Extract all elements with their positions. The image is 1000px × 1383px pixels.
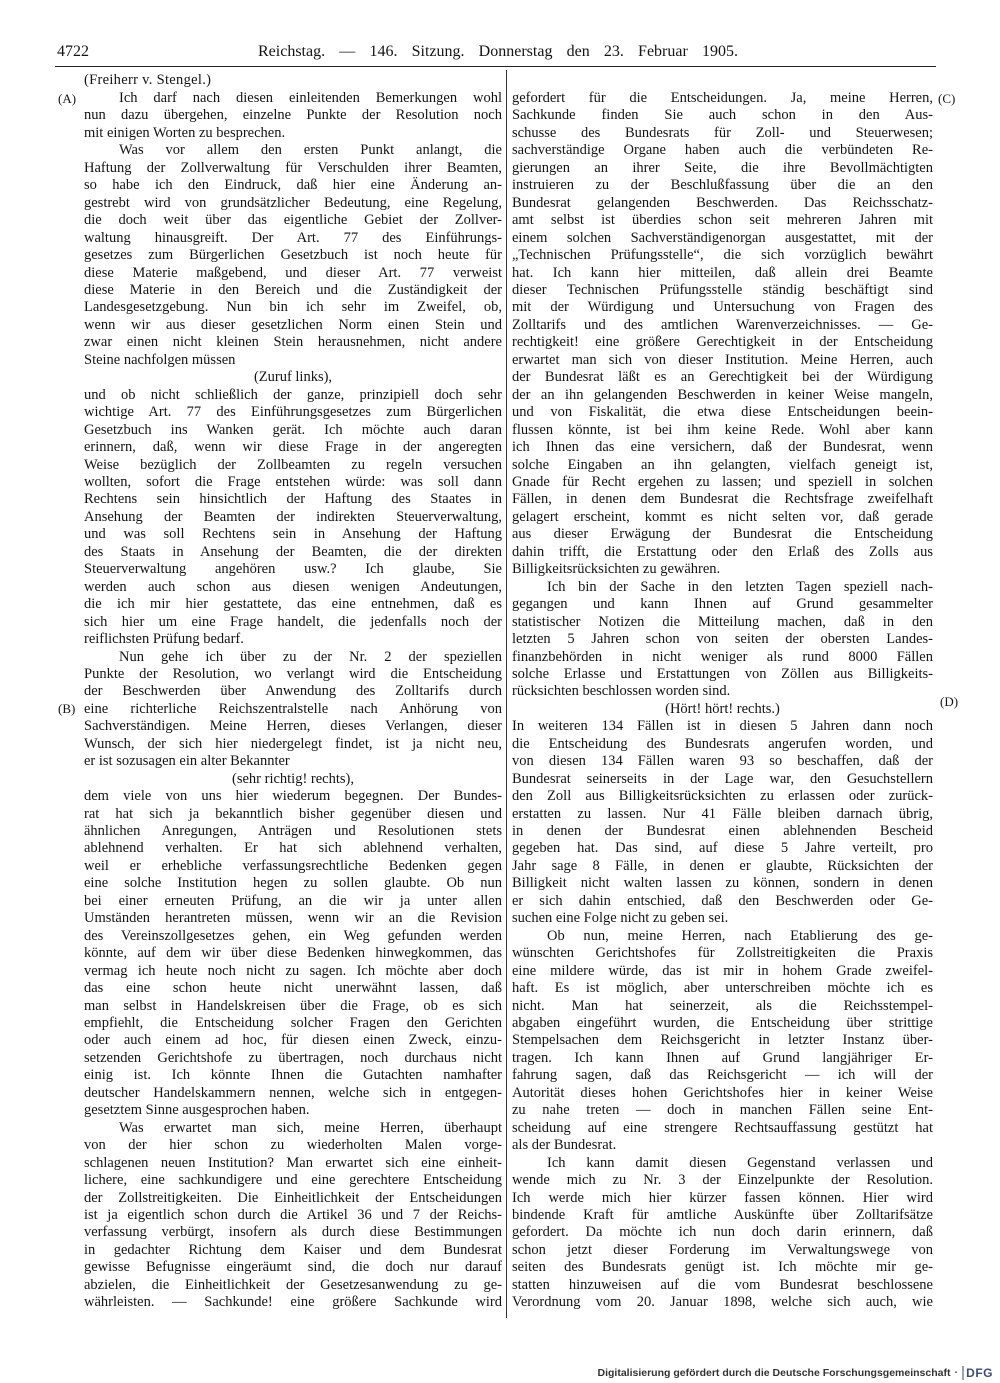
text-line: mit der Würdigung und Untersuchung von Fragen des [512, 299, 933, 316]
text-line: schusse des Bundesrats für Zoll- und Steuerwesen; [512, 124, 933, 141]
text-line: des Vereinszollgesetzes gehen, ein Weg gefunden werden [84, 927, 502, 944]
text-line: die doch weit über das eigentliche Gebiet der Zollver- [84, 212, 502, 229]
text-line: Umständen herantreten müssen, wenn wir an die Revision [84, 910, 502, 927]
text-line: Ansehung der Beamten der indirekten Steuerverwaltung, [84, 508, 502, 525]
text-line: und von Fiskalität, die etwa diese Entscheidungen beein- [512, 404, 933, 421]
text-line: statten hinzuweisen auf die vom Bundesrat beschlossene [512, 1276, 933, 1293]
text-line: hat. Ich kann hier mitteilen, daß allein drei Beamte [512, 264, 933, 281]
text-line: Sachkunde finden Sie auch schon in den Aus- [512, 107, 933, 124]
text-line: oder auch einem ad hoc, für diesen einen Zweck, einzu- [84, 1032, 502, 1049]
text-line: empfiehlt, die Entscheidung solcher Fragen den Gerichten [84, 1015, 502, 1032]
text-line: gefordert für die Entscheidungen. Ja, meine Herren, [512, 90, 933, 106]
left-column [84, 70, 502, 1312]
text-line: Billigkeit nicht walten lassen zu können, sondern in denen [512, 875, 933, 892]
text-line: rat hat sich ja bekanntlich bisher gegenüber diesen und [84, 805, 502, 822]
footer-separator: · [954, 1367, 959, 1379]
footer [598, 1364, 996, 1382]
text-line: und ob nicht schließlich der ganze, prinzipiell doch sehr [84, 386, 502, 403]
paragraph-continuation [512, 90, 933, 579]
text-line: einem solchen Sachverständigenorgan ausgestattet, mit der [512, 229, 933, 246]
text-line: Autorität dieses hohen Gerichtshofes hier in keiner Weise [512, 1084, 933, 1101]
text-line: diese Materie maßgebend, und dieser Art. 77 verweist [84, 264, 502, 281]
text-line: Bundesrat seinerseits in der Lage war, den Gesuchstellern [512, 770, 933, 787]
margin-marker-a: (A) [58, 91, 77, 106]
interjection: (Hört! hört! rechts.) [665, 700, 780, 717]
text-line: Billigkeitsrücksichten zu gewähren. [512, 561, 721, 578]
header-rule [55, 66, 936, 67]
text-line: bei einer erneuten Prüfung, an die wir ja unter allen [84, 892, 502, 909]
text-line: werden auch schon aus diesen wenigen Andeutungen, [84, 578, 502, 595]
text-line: eine richterliche Reichszentralstelle nach Anhörung von [84, 700, 502, 717]
text-line: bindende Kraft für amtliche Auskünfte über Zolltarifsätze [512, 1207, 933, 1223]
text-line: als der Bundesrat. [512, 1137, 617, 1154]
text-line: schlagenen neuen Institution? Man erwartet sich eine einheit- [84, 1154, 502, 1171]
right-column [512, 90, 933, 1312]
text-line: erinnern, daß, wenn wir diese Frage in der angeregten [84, 439, 502, 456]
text-line: der Bundesrat läßt es an Gerechtigkeit bei der Würdigung [512, 369, 933, 386]
text-line: rechtigkeit! eine größere Gerechtigkeit in der Entscheidung [512, 334, 933, 351]
text-line: zu nahe treten — doch in manchen Fällen seine Ent- [512, 1102, 933, 1119]
text-line: suchen eine Folge nicht zu geben sei. [512, 910, 729, 927]
text-line: scheidung auf eine strengere Rechtsauffassung gestützt hat [512, 1119, 933, 1136]
text-line: das eine schon heute nicht unerwähnt lassen, daß [84, 980, 502, 997]
text-line: vermag ich heute noch nicht zu sagen. Ich möchte aber doch [84, 962, 502, 979]
dfg-logo-icon: DFG [962, 1366, 995, 1380]
text-line: Ich darf nach diesen einleitenden Bemerkungen wohl [119, 90, 502, 106]
text-line: die Entscheidung des Bundesrats angerufen worden, und [512, 735, 933, 752]
text-line: amt selbst ist überdies schon seit mehreren Jahren mit [512, 212, 933, 229]
text-line: dahin trifft, die Erstattung oder den Erlaß des Zolls aus [512, 543, 933, 560]
text-line: eine solche Institution hegen zu sollen glaubte. Ob nun [84, 875, 502, 892]
text-line: Bundesrat gelangenden Beschwerden. Das Reichsschatz- [512, 194, 933, 211]
margin-marker-b: (B) [58, 701, 76, 716]
text-line: Fällen, in denen dem Bundesrat die Rechtsfrage zweifelhaft [512, 491, 933, 508]
text-line: Punkte der Resolution, wo verlangt wird die Entscheidung [84, 665, 502, 682]
footer-credit: Digitalisierung gefördert durch die Deutsche Forschungsgemeinschaft [597, 1367, 951, 1379]
interjection: (sehr richtig! rechts), [232, 770, 354, 787]
text-line: reiflichsten Prüfung bedarf. [84, 631, 244, 648]
text-line: haft. Es ist möglich, aber unterschreiben möchte ich es [512, 980, 933, 997]
text-line: gierungen an ihrer Seite, die ihre Bevollmächtigten [512, 159, 933, 176]
text-line: sich hier um eine Frage handelt, die jedenfalls noch der [84, 613, 502, 630]
paragraph [84, 142, 502, 369]
text-line: Weise bezüglich der Zollbeamten zu regeln versuchen [84, 456, 502, 473]
text-line: finanzbehörden in nicht weniger als rund 8000 Fällen [512, 648, 933, 665]
text-line: flussen könnte, ist bei ihm keine Rede. Wohl aber kann [512, 421, 933, 438]
paragraph [84, 90, 502, 142]
text-line: Verordnung vom 20. Januar 1898, welche sich auch, wie [512, 1294, 933, 1311]
text-line: solche Eingaben an ihn gelangten, vielfach geneigt ist, [512, 456, 933, 473]
text-line: erwartet man sich von dieser Institution. Meine Herren, auch [512, 351, 933, 368]
text-line: abzielen, die Einheitlichkeit der Gesetzesanwendung zu ge- [84, 1276, 502, 1293]
text-line: die ich mir hier gestattete, das eine entnehmen, daß es [84, 596, 502, 613]
column-divider [506, 70, 507, 1318]
text-line: Was erwartet man sich, meine Herren, überhaupt [119, 1119, 502, 1136]
text-line: nun dazu übergehen, einzelne Punkte der Resolution noch [84, 107, 502, 124]
text-line: wichtige Art. 77 des Einführungsgesetzes zum Bürgerlichen [84, 404, 502, 421]
text-line: Gesetzbuch ins Wanken gerät. Ich möchte auch daran [84, 421, 502, 438]
text-line: dieser Technischen Prüfungsstelle ständig beschäftigt sind [512, 281, 933, 298]
paragraph-continuation [84, 387, 502, 649]
text-line: von der hier schon zu wiederholten Malen vorge- [84, 1137, 502, 1154]
paragraph [84, 1120, 502, 1312]
text-line: ähnlichen Anregungen, Anträgen und Resolutionen stets [84, 823, 502, 840]
running-title: Reichstag. — 146. Sitzung. Donnerstag den 23. Februar 1905. [258, 43, 738, 60]
interjection: (Zuruf links), [253, 369, 333, 386]
text-line: der Zollstreitigkeiten. Die Einheitlichkeit der Entscheidungen [84, 1189, 502, 1206]
text-line: so habe ich den Eindruck, daß hier eine Änderung an- [84, 177, 502, 194]
text-line: Stempelsachen dem Reichsgericht in letzter Instanz über- [512, 1032, 933, 1049]
text-line: setzenden Gerichtshofe zu übertragen, noch durchaus nicht [84, 1049, 502, 1066]
text-line: weil er erhebliche verfassungsrechtliche Bedenken gegen [84, 857, 502, 874]
text-line: Ich kann damit diesen Gegenstand verlassen und [547, 1154, 933, 1171]
text-line: einig ist. Ich könnte Ihnen die Gutachten namhafter [84, 1067, 502, 1084]
text-line: eine mildere würde, das ist mir in hohem Grade zweifel- [512, 962, 933, 979]
text-line: Steine nachfolgen müssen [84, 351, 236, 368]
text-line: deutscher Handelskammern nennen, welche sich in entgegen- [84, 1084, 502, 1101]
text-line: seiten des Bundesrats genügt ist. Ich möchte mir ge- [512, 1259, 933, 1276]
text-line: erstatten zu lassen. Nur 41 Fälle bleiben darnach übrig, [512, 805, 933, 822]
text-line: ich Ihnen das eine versichern, daß der Bundesrat, wenn [512, 439, 933, 456]
text-line: abgaben eingeführt wurden, die Entscheidung über strittige [512, 1015, 933, 1032]
text-line: man selbst in Handelskreisen über die Frage, ob es sich [84, 997, 502, 1014]
paragraph [512, 1155, 933, 1312]
text-line: nicht. Man hat seinerzeit, als die Reichsstempel- [512, 997, 933, 1014]
text-line: wollten, sofort die Frage entstehen würde: was soll dann [84, 473, 502, 490]
text-line: gegangen und kann Ihnen auf Grund gesammelter [512, 596, 933, 613]
speaker-label: (Freiherr v. Stengel.) [84, 72, 212, 88]
text-line: gestrebt wird von grundsätzlicher Bedeutung, eine Regelung, [84, 194, 502, 211]
paragraph-continuation [512, 718, 933, 927]
text-line: solche Erlasse und Erstattungen von Zöllen aus Billigkeits- [512, 665, 933, 682]
text-line: mit einigen Worten zu besprechen. [84, 124, 286, 141]
text-line: Was vor allem den ersten Punkt anlangt, die [119, 142, 502, 159]
text-line: ablehnend verhalten. Er hat sich ablehnend verhalten, [84, 840, 502, 857]
text-line: gesetzes zum Bürgerlichen Gesetzbuch ist noch heute für [84, 247, 502, 264]
text-line: diese Materie in den Bereich und die Zuständigkeit der [84, 281, 502, 298]
text-line: tragen. Ich kann Ihnen auf Grund langjähriger Er- [512, 1049, 933, 1066]
text-line: Zolltarifs und des amtlichen Warenverzeichnisses. — Ge- [512, 316, 933, 333]
text-line: In weiteren 134 Fällen ist in diesen 5 Jahren dann noch [512, 718, 933, 735]
text-line: aus dieser Erwägung der Bundesrat die Entscheidung [512, 526, 933, 543]
text-line: Ich werde mich hier kürzer fassen können. Hier wird [512, 1189, 933, 1206]
text-line: wenn wir aus dieser gesetzlichen Norm einen Stein und [84, 316, 502, 333]
text-line: waltung hinausgreift. Der Art. 77 des Einführungs- [84, 229, 502, 246]
text-line: Haftung der Zollverwaltung für Verschulden ihrer Beamten, [84, 159, 502, 176]
text-line: gelagert erscheint, kommt es nicht selten vor, daß gerade [512, 508, 933, 525]
paragraph [84, 649, 502, 771]
text-line: gefordert. Da möchte ich nun doch darin erinnern, daß [512, 1224, 933, 1241]
text-line: gewisse Befugnisse eingeräumt sind, die doch nur darauf [84, 1259, 502, 1276]
text-line: Sachverständigen. Meine Herren, dieses Verlangen, dieser [84, 718, 502, 735]
text-line: Jahr sage 8 Fälle, in denen er glaubte, Rücksichten der [512, 857, 933, 874]
text-line: wende mich zu Nr. 3 der Einzelpunkte der Resolution. [512, 1172, 933, 1189]
text-line: er ist sozusagen ein alter Bekannter [84, 753, 290, 770]
text-line: er sich dahin entschied, daß den Beschwerden oder Ge- [512, 892, 933, 909]
text-line: zwar einen nicht kleinen Stein herausnehmen, nicht andere [84, 334, 502, 351]
text-line: wünschten Gerichtshofes für Zollstreitigkeiten die Praxis [512, 945, 933, 962]
margin-marker-d: (D) [940, 694, 959, 709]
text-line: Ob nun, meine Herren, nach Etablierung des ge- [547, 927, 933, 944]
text-line: der Beschwerden über Anwendung des Zolltarifs durch [84, 683, 502, 700]
text-line: könnte, auf dem wir über diese Bedenken hinwegkommen, das [84, 945, 502, 962]
text-line: rücksichten beschlossen worden sind. [512, 683, 731, 700]
text-line: gesetztem Sinne ausgesprochen haben. [84, 1102, 310, 1119]
text-line: ist ja eigentlich schon durch die Artikel 36 und 7 der Reichs- [84, 1207, 502, 1223]
margin-marker-c: (C) [938, 91, 956, 106]
text-line: Rechtens sein hinsichtlich der Haftung des Staates in [84, 491, 502, 508]
text-line: der an ihn gelangenden Beschwerden in keiner Weise mangeln, [512, 386, 933, 403]
paragraph [512, 928, 933, 1155]
text-line: in gedachter Richtung dem Kaiser und dem Bundesrat [84, 1241, 502, 1258]
text-line: statistischer Notizen die Mitteilung machen, daß in den [512, 613, 933, 630]
text-line: Landesgesetzgebung. Nun bin ich sehr im Zweifel, ob, [84, 299, 502, 316]
text-line: Steuerverwaltung angehören usw.? Ich glaube, Sie [84, 561, 502, 578]
text-line: instruieren zu der Beschlußfassung über die an den [512, 177, 933, 194]
text-line: „Technischen Prüfungsstelle“, die sich vorzüglich bewährt [512, 247, 933, 264]
text-line: schon jetzt dieser Forderung im Verwaltungswege von [512, 1241, 933, 1258]
text-line: fahrung sagen, daß das Reichsgericht — ich will der [512, 1067, 933, 1084]
text-line: in denen der Bundesrat einen ablehnenden Bescheid [512, 823, 933, 840]
text-line: Gnade für Recht ergehen zu lassen; und speziell in solchen [512, 473, 933, 490]
text-line: verfassung verbürgt, insofern als durch diese Bestimmungen [84, 1224, 502, 1241]
text-line: den Zoll aus Billigkeitsrücksichten zu erlassen oder zurück- [512, 788, 933, 805]
text-line: Wunsch, der sich hier niedergelegt findet, ist ja nicht neu, [84, 735, 502, 752]
text-line: und was soll Rechtens sein in Ansehung der Haftung [84, 526, 502, 543]
page-number: 4722 [57, 43, 89, 60]
text-line: währleisten. — Sachkunde! eine größere Sachkunde wird [84, 1294, 502, 1311]
text-line: von diesen 134 Fällen waren 93 so beschaffen, daß der [512, 753, 933, 770]
text-line: dem viele von uns hier wiederum begegnen. Der Bundes- [84, 788, 502, 805]
text-line: Ich bin der Sache in den letzten Tagen speziell nach- [547, 578, 933, 595]
text-line: Nun gehe ich über zu der Nr. 2 der speziellen [119, 648, 502, 665]
paragraph-continuation [84, 788, 502, 1120]
text-line: gegeben hat. Das sind, auf diese 5 Jahre verteilt, pro [512, 840, 933, 857]
text-line: lichere, eine sachkundigere und eine gerechtere Entscheidung [84, 1172, 502, 1189]
text-line: letzten 5 Jahren schon von seiten der obersten Landes- [512, 631, 933, 648]
paragraph [512, 579, 933, 701]
text-line: sachverständige Organe haben auch die verbündeten Re- [512, 142, 933, 159]
text-line: des Staats in Ansehung der Beamten, die der direkten [84, 543, 502, 560]
